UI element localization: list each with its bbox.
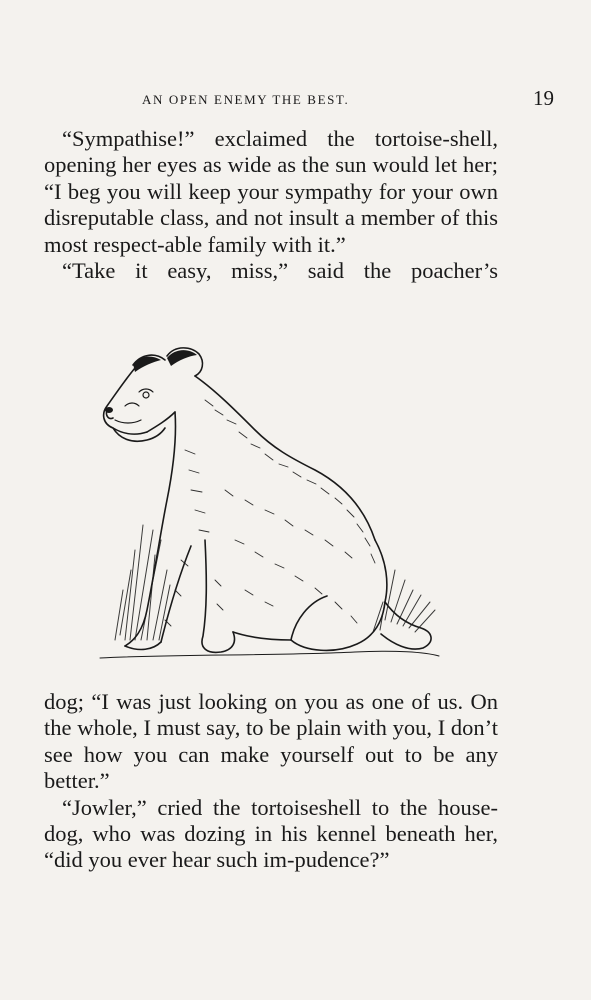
running-title: AN OPEN ENEMY THE BEST. xyxy=(142,92,350,107)
paragraph: “Jowler,” cried the tortoiseshell to the house-dog, who was dozing in his kennel beneath her, “did you ever hear such im-pudence?” xyxy=(44,794,498,873)
dog-illustration xyxy=(95,340,440,665)
paragraph: dog; “I was just looking on you as one of us. On the whole, I must say, to be plain with you, I don’t see how you can make yourself out to be any better.” xyxy=(44,689,498,794)
paragraph: “Take it easy, miss,” said the poacher’s xyxy=(62,258,498,284)
page-number: 19 xyxy=(533,86,554,110)
running-head xyxy=(44,88,554,112)
dog-engraving-icon xyxy=(95,340,440,665)
paragraph: “Sympathise!” exclaimed the tortoise-shell, opening her eyes as wide as the sun would let her; “I beg you will keep your sympathy for your own disreputable class, and not insult a member of this most respect-able family with it.” xyxy=(44,126,498,257)
text-block-bottom xyxy=(44,689,498,874)
text-block-top xyxy=(44,126,498,284)
